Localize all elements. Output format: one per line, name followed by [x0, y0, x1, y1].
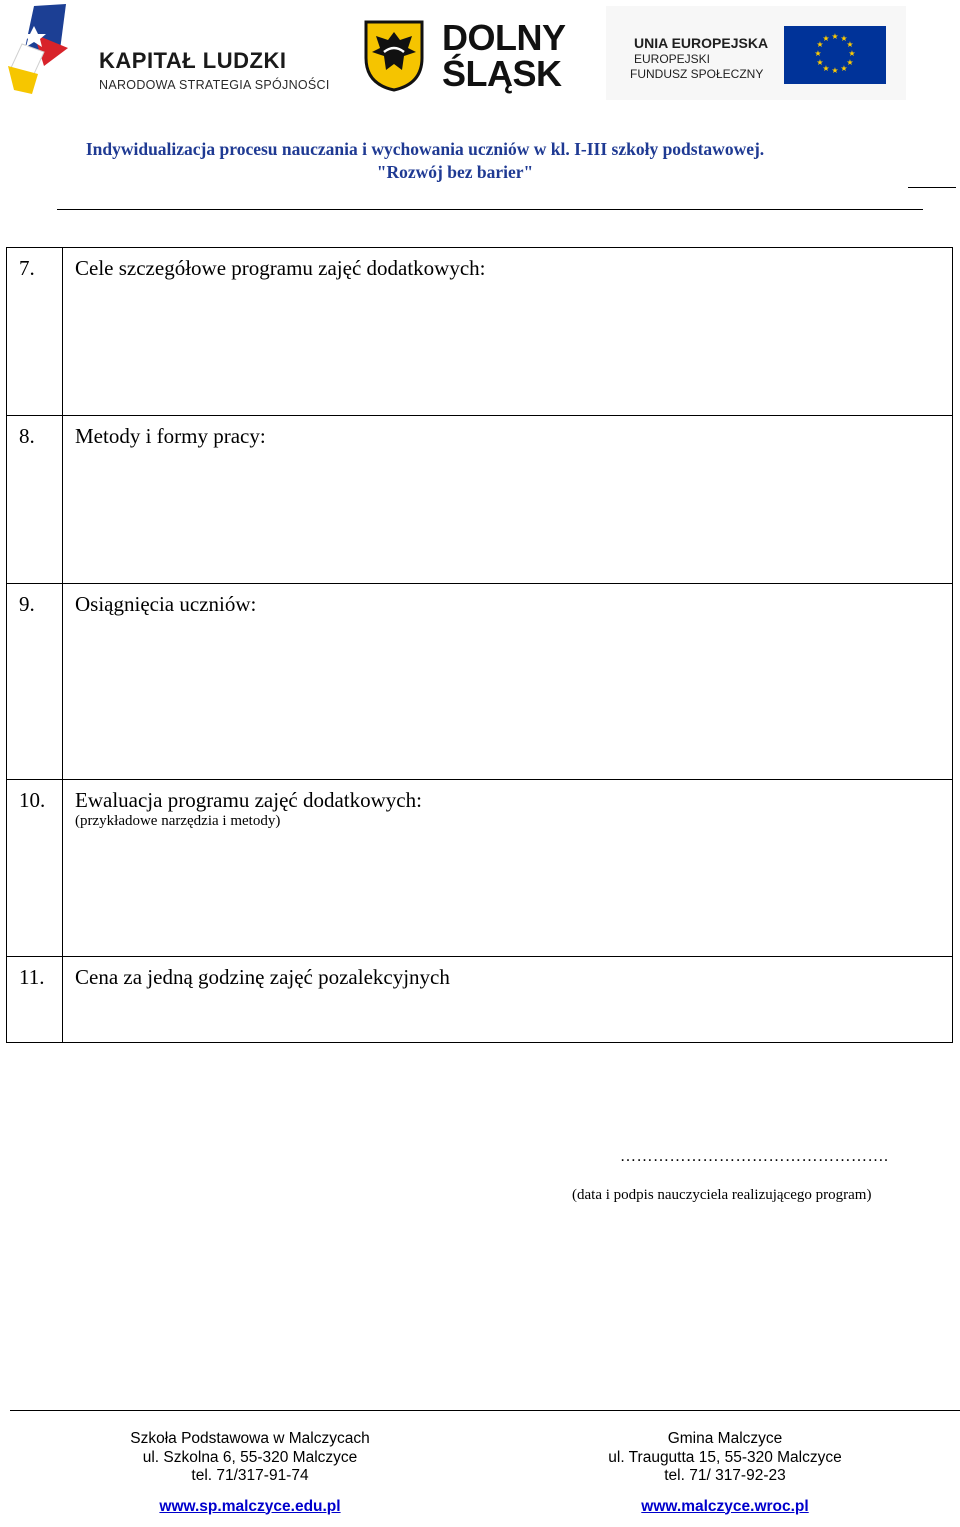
- row-label-cell[interactable]: [63, 957, 953, 1043]
- svg-text:★: ★: [822, 64, 830, 73]
- form-row: [7, 780, 953, 957]
- project-subtitle: "Rozwój bez barier": [376, 162, 534, 182]
- row-label: Osiągnięcia uczniów:: [75, 592, 257, 616]
- footer-school-address: ul. Szkolna 6, 55-320 Malczyce: [142, 1448, 358, 1466]
- row-number: 11.: [7, 957, 63, 1043]
- eu-flag-icon: [784, 26, 886, 84]
- eu-logo-line3: FUNDUSZ SPOŁECZNY: [630, 67, 764, 81]
- row-label: Ewaluacja programu zajęć dodatkowych:: [75, 788, 422, 812]
- svg-text:★: ★: [840, 34, 848, 43]
- row-label-cell[interactable]: [63, 416, 953, 584]
- row-label-cell[interactable]: [63, 780, 953, 957]
- svg-text:★: ★: [831, 32, 839, 41]
- row-number: 8.: [7, 416, 63, 584]
- dolny-slask-line2: ŚLĄSK: [442, 53, 562, 94]
- footer-municipality: [545, 1430, 905, 1516]
- footer-municipality-website-link[interactable]: www.malczyce.wroc.pl: [641, 1497, 809, 1515]
- form-row: [7, 957, 953, 1043]
- svg-text:★: ★: [816, 58, 824, 67]
- footer-municipality-address: ul. Traugutta 15, 55-320 Malczyce: [608, 1448, 842, 1466]
- kapital-ludzki-logo: [4, 4, 334, 99]
- svg-text:★: ★: [840, 64, 848, 73]
- kapital-ludzki-subtitle: NARODOWA STRATEGIA SPÓJNOŚCI: [99, 78, 330, 92]
- row-number: 9.: [7, 584, 63, 780]
- kapital-ludzki-emblem-icon: [4, 4, 94, 96]
- row-label: Cele szczegółowe programu zajęć dodatkowych:: [75, 256, 486, 280]
- svg-text:★: ★: [814, 49, 822, 58]
- project-title: Indywidualizacja procesu nauczania i wychowania uczniów w kl. I-III szkoły podstawowej.: [85, 139, 765, 159]
- form-row: [7, 416, 953, 584]
- footer-school: [70, 1430, 430, 1516]
- row-label: Metody i formy pracy:: [75, 424, 266, 448]
- footer-school-name: Szkoła Podstawowa w Malczycach: [130, 1430, 370, 1447]
- signature-line: ………………………………………….: [620, 1148, 889, 1165]
- svg-text:★: ★: [848, 49, 856, 58]
- signature-caption: (data i podpis nauczyciela realizującego program): [572, 1187, 872, 1203]
- program-form-table: [6, 247, 953, 1043]
- dolny-slask-line1: DOLNY: [442, 17, 566, 58]
- row-label: Cena za jedną godzinę zajęć pozalekcyjnych: [75, 965, 450, 989]
- form-row: [7, 248, 953, 416]
- row-sub-label: (przykładowe narzędzia i metody): [75, 813, 281, 829]
- row-label-cell[interactable]: [63, 584, 953, 780]
- svg-text:★: ★: [816, 40, 824, 49]
- svg-text:★: ★: [846, 40, 854, 49]
- header-short-rule: [908, 187, 956, 188]
- footer-divider: [10, 1410, 960, 1411]
- form-row: [7, 584, 953, 780]
- svg-text:★: ★: [822, 34, 830, 43]
- row-number: 10.: [7, 780, 63, 957]
- svg-text:★: ★: [846, 58, 854, 67]
- row-label-cell[interactable]: [63, 248, 953, 416]
- eu-logo-line2: EUROPEJSKI: [634, 52, 711, 66]
- eu-logo-line1: UNIA EUROPEJSKA: [634, 35, 769, 51]
- kapital-ludzki-title: KAPITAŁ LUDZKI: [99, 48, 287, 73]
- dolny-slask-crest-icon: [362, 18, 426, 92]
- row-number: 7.: [7, 248, 63, 416]
- header-divider: [57, 209, 923, 210]
- footer-municipality-phone: tel. 71/ 317-92-23: [664, 1467, 786, 1484]
- svg-text:★: ★: [831, 66, 839, 75]
- footer-school-website-link[interactable]: www.sp.malczyce.edu.pl: [159, 1497, 341, 1515]
- eu-logo: [606, 6, 906, 100]
- dolny-slask-logo: [362, 18, 582, 96]
- footer-school-phone: tel. 71/317-91-74: [191, 1467, 309, 1484]
- footer-municipality-name: Gmina Malczyce: [667, 1430, 783, 1447]
